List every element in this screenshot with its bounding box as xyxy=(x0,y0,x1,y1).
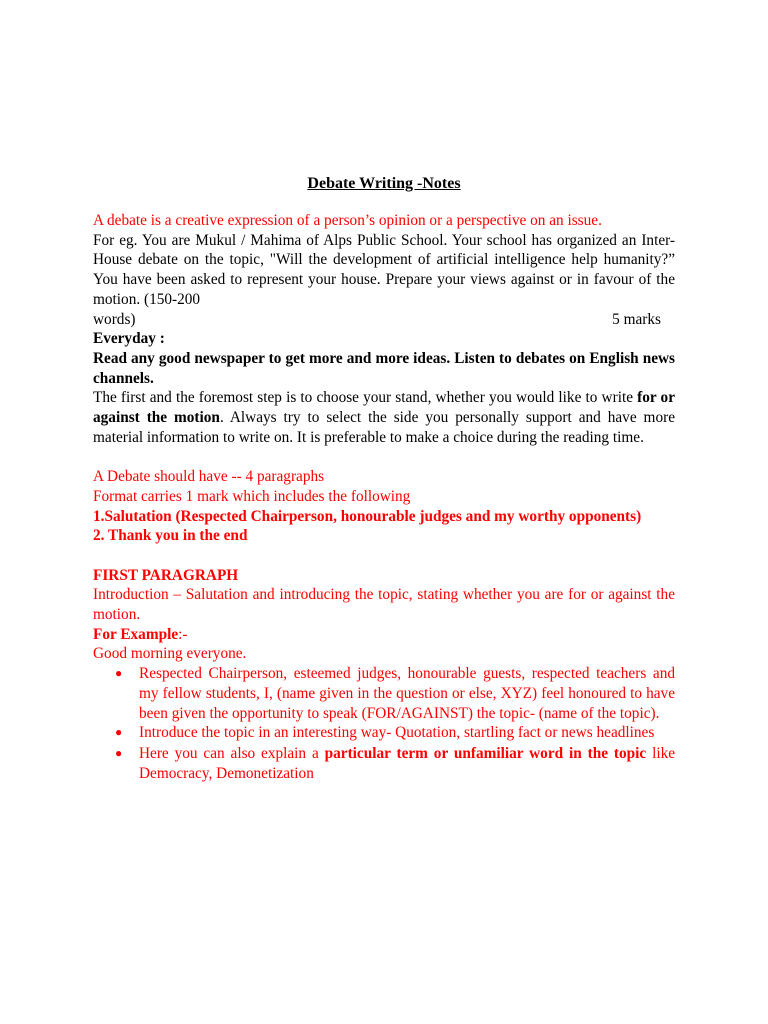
example-prompt: For eg. You are Mukul / Mahima of Alps Public School. Your school has organized an Inter-House debate on the topic, "Will the development of artificial intelligence help humanity?” You have been asked to represent your house. Prepare your views against or in favour of the motion. (150-200 xyxy=(93,231,675,308)
word-limit-line xyxy=(93,310,675,330)
bullet-text-after: like Democracy, Demonetization xyxy=(139,744,676,782)
format-item-1-rest: (Respected Chairperson, honourable judges and my worthy opponents) xyxy=(175,507,642,525)
word-limit-text: words) xyxy=(93,310,136,328)
debate-definition: A debate is a creative expression of a person’s opinion or a perspective on an issue. xyxy=(93,212,602,229)
greeting-text: Good morning everyone. xyxy=(93,645,247,663)
stand-text-before: The first and the foremost step is to choose your stand, whether you would like to write xyxy=(93,389,638,407)
bullet-icon: ● xyxy=(115,725,123,740)
list-item xyxy=(115,744,676,783)
bullet-text-bold: particular term or unfamiliar word in the topic xyxy=(324,744,647,762)
format-item-1-bold: 1.Salutation xyxy=(93,507,176,525)
stand-text-bold: for or against the motion xyxy=(93,389,675,427)
example-label-line xyxy=(93,625,675,645)
everyday-text: Read any good newspaper to get more and more ideas. Listen to debates on English news channels. xyxy=(93,349,675,387)
bullet-text-before: Here you can also explain a xyxy=(139,744,325,762)
bullet-text: Introduce the topic in an interesting way- Quotation, startling fact or news headlines xyxy=(139,724,655,742)
format-line-1: A Debate should have -- 4 paragraphs xyxy=(93,468,325,486)
example-label: For Example xyxy=(93,625,179,643)
stand-text-after: . Always try to select the side you personally support and have more material information to write on. It is preferable to make a choice during the reading time. xyxy=(93,409,675,446)
format-item-1 xyxy=(93,507,675,527)
document-title: Debate Writing -Notes xyxy=(307,175,461,192)
spacer xyxy=(93,447,675,467)
format-line-2: Format carries 1 mark which includes the following xyxy=(93,487,411,505)
list-item xyxy=(115,723,675,743)
bullet-text: Respected Chairperson, esteemed judges, honourable guests, respected teachers and my fellow students, I, (name given in the question or else, XYZ) feel honoured to have been given the opportunity to speak (FOR/AGAINST) the topic- (name of the topic). xyxy=(139,665,675,722)
stand-paragraph xyxy=(93,388,675,447)
document-page xyxy=(93,171,675,783)
first-paragraph-heading: FIRST PARAGRAPH xyxy=(93,566,239,584)
example-bullet-list xyxy=(93,664,675,783)
format-item-2: 2. Thank you in the end xyxy=(93,527,248,545)
everyday-heading: Everyday : xyxy=(93,330,165,348)
example-label-suffix: :- xyxy=(178,625,188,643)
list-item xyxy=(115,664,675,723)
spacer xyxy=(93,546,675,566)
first-paragraph-text: Introduction – Salutation and introducing the topic, stating whether you are for or against the motion. xyxy=(93,586,675,624)
bullet-icon: ● xyxy=(115,745,123,760)
bullet-icon: ● xyxy=(115,666,123,681)
marks-text: 5 marks xyxy=(612,310,661,328)
